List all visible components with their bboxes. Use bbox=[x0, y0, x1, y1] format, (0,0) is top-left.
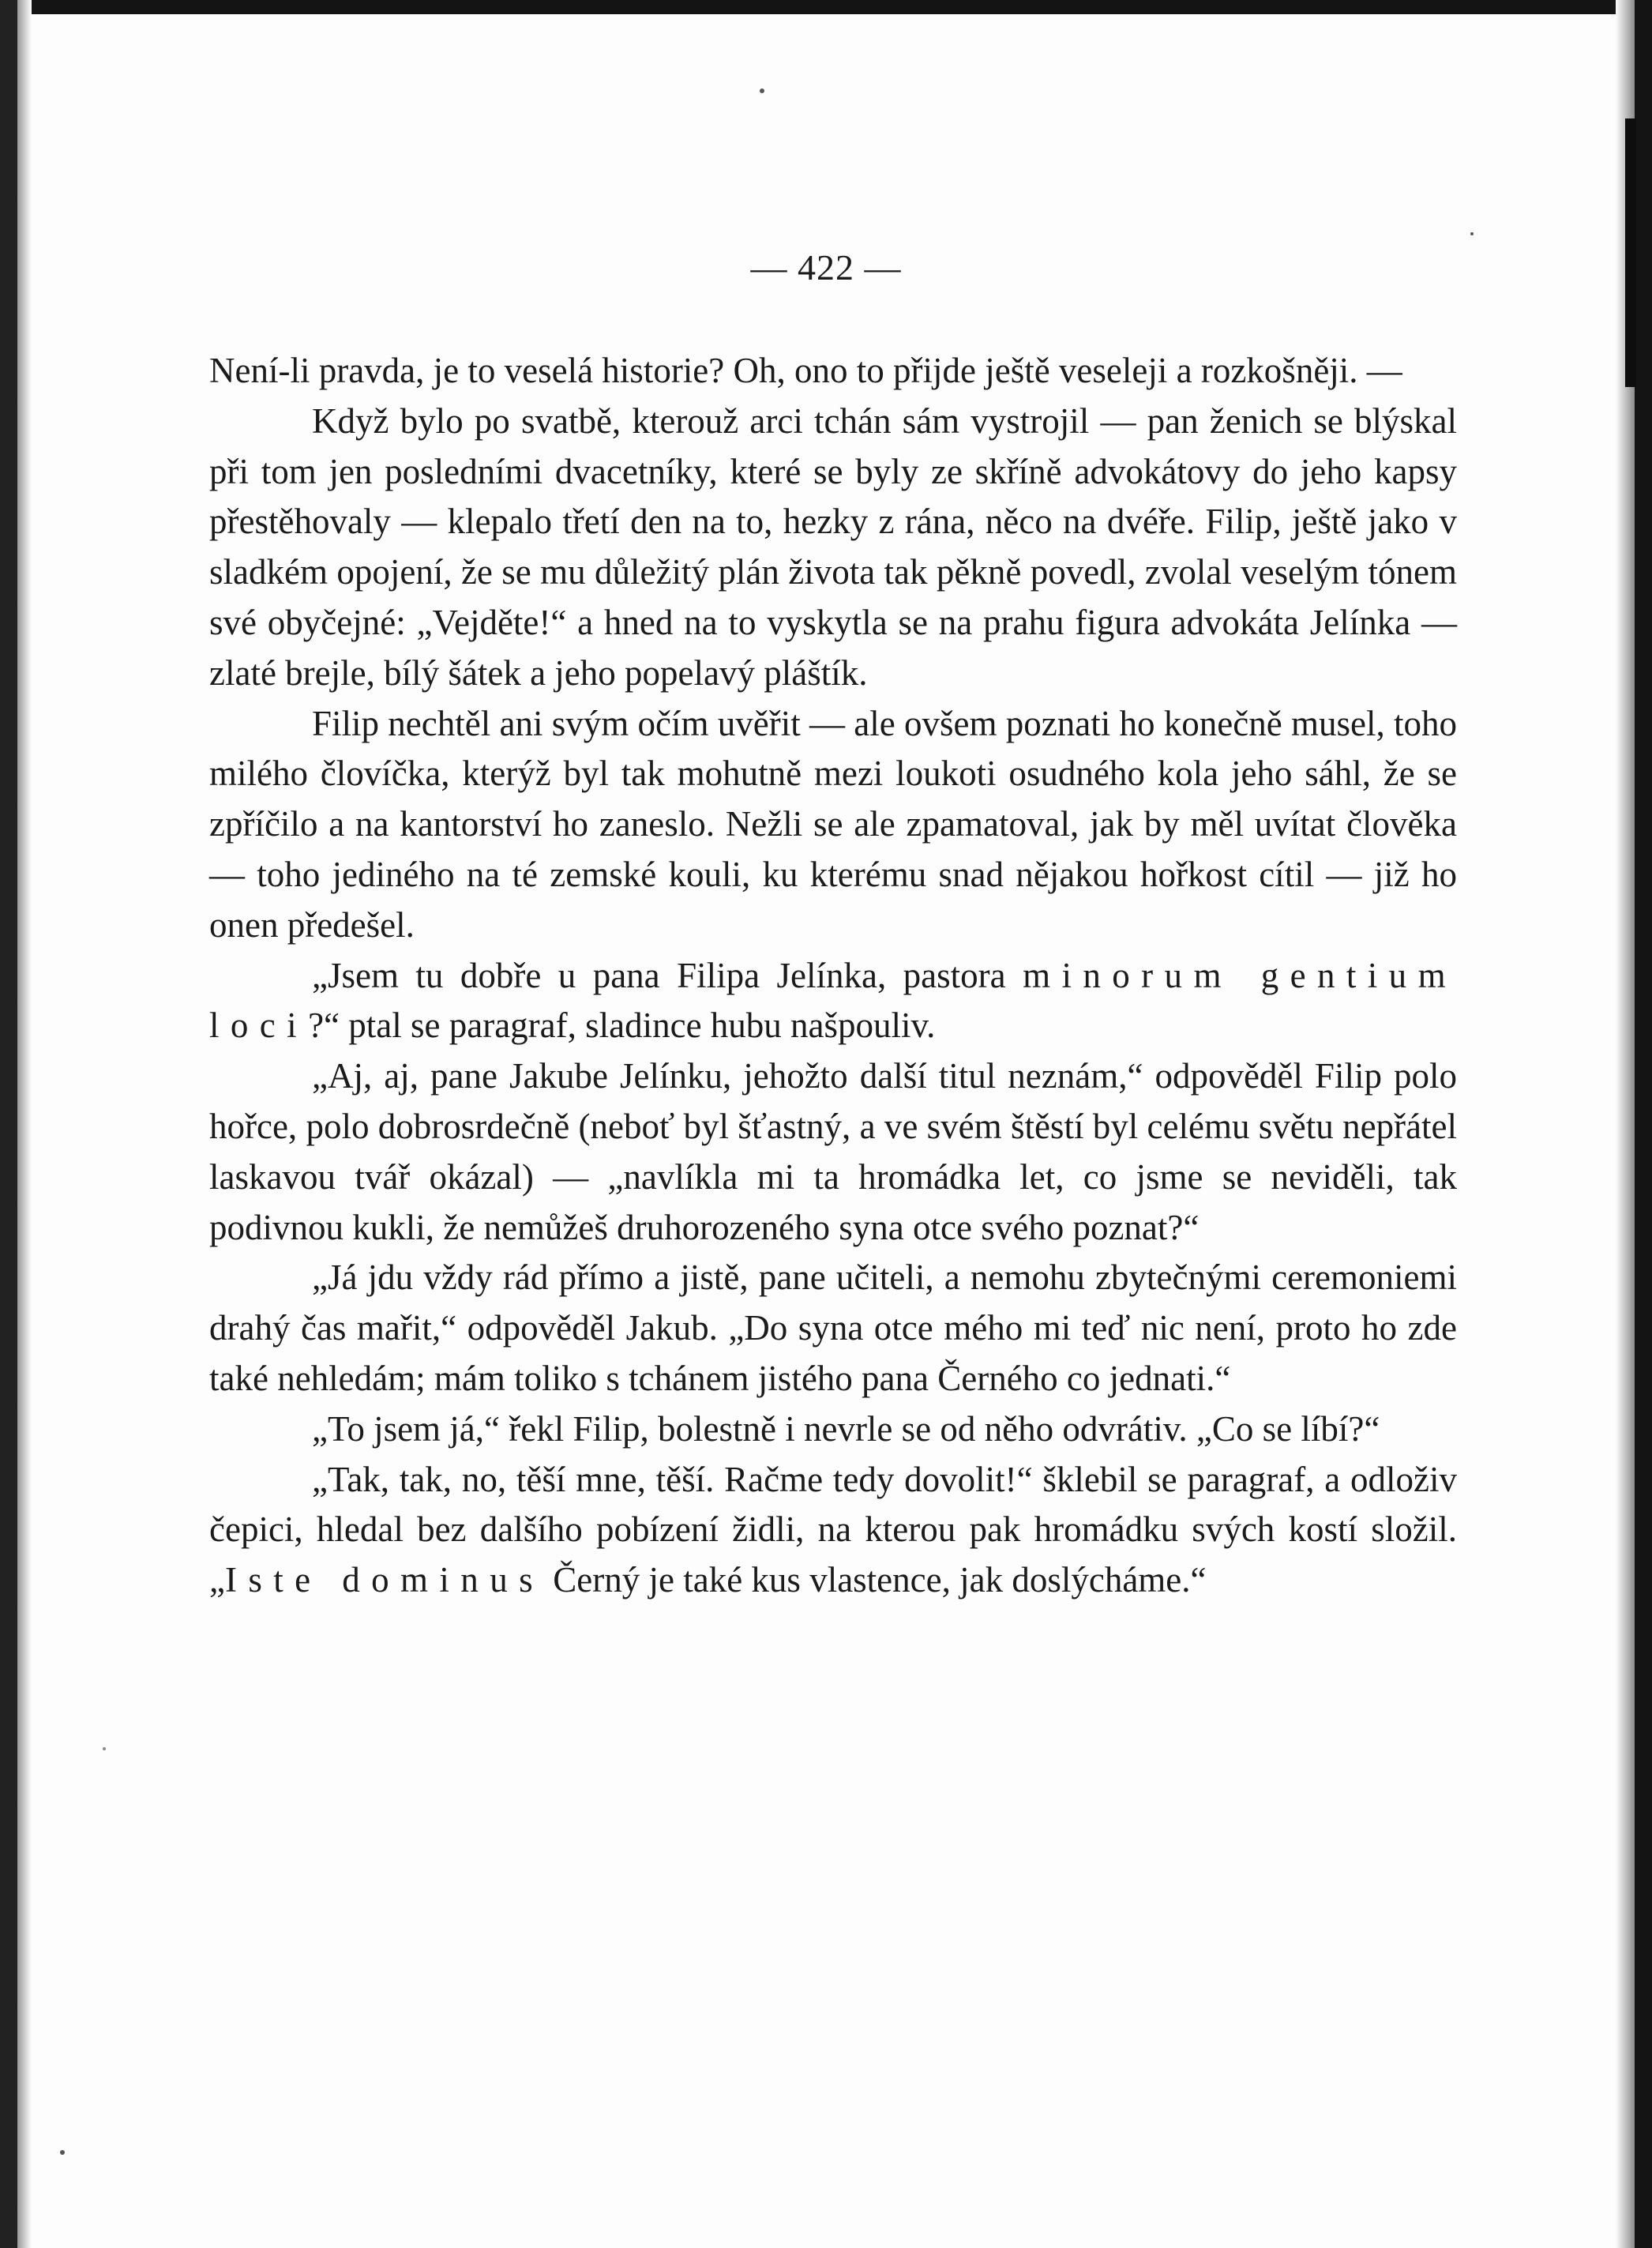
text-run: Filip nechtěl ani svým očím uvěřit — ale ovšem poznati ho konečně musel, toho milého človíčka, kterýž byl tak mohutně mezi loukoti osudného kola jeho sáhl, že se zpříčilo a na kantorství ho zaneslo. Nežli se ale zpamatoval, jak by měl uvítat člověka — toho jediného na té zemské kouli, ku kterému snad nějakou hořkost cítil — již ho onen předešel. bbox=[209, 703, 1457, 945]
text-run: „Tak, tak, no, těší mne, těší. Račme tedy dovolit!“ šklebil se paragraf, a odloživ čepici, hledal bez dalšího pobízení židli, na kterou pak hromádku svých kostí složil. „ bbox=[209, 1459, 1457, 1600]
paragraph bbox=[209, 1253, 1457, 1404]
paragraph bbox=[209, 1404, 1457, 1455]
text-run: „Jsem tu dobře u pana Filipa Jelínka, pastora bbox=[312, 955, 1023, 995]
paragraph bbox=[209, 1051, 1457, 1253]
scan-border-top bbox=[0, 0, 1652, 14]
page-number: — 422 — bbox=[750, 247, 902, 288]
text-run: „To jsem já,“ řekl Filip, bolestně i nevrle se od něho odvrátiv. „Co se líbí?“ bbox=[312, 1408, 1380, 1449]
paragraph bbox=[209, 951, 1457, 1052]
text-run: Když bylo po svatbě, kterouž arci tchán sám vystrojil — pan ženich se blýskal při tom jen posledními dvacetníky, které se byly ze skříně advokátovy do jeho kapsy přestěhovaly — klepalo třetí den na to, hezky z rána, něco na dvéře. Filip, ještě jako v sladkém opojení, že se mu důležitý plán života tak pěkně povedl, zvolal veselým tónem své obyčejné: „Vejděte!“ a hned na to vyskytla se na prahu figura advokáta Jelínka — zlaté brejle, bílý šátek a jeho popelavý pláštík. bbox=[209, 400, 1457, 693]
scan-border-left bbox=[0, 0, 17, 2248]
dust-speck bbox=[1470, 232, 1474, 235]
paragraph bbox=[209, 346, 1457, 397]
body-text bbox=[209, 346, 1457, 1606]
scan-shadow-left bbox=[17, 0, 32, 2248]
spaced-emphasis: minorum gentium loci bbox=[209, 955, 1457, 1046]
scan-border-right bbox=[1635, 0, 1652, 2248]
text-run: „Aj, aj, pane Jakube Jelínku, jehožto další titul neznám,“ odpověděl Filip polo hořce, polo dobrosrdečně (neboť byl šťastný, a ve svém štěstí byl celému světu nepřátel laskavou tvář okázal) — „navlíkla mi ta hromádka let, co jsme se neviděli, tak podivnou kukli, že nemůžeš druhorozeného syna otce svého poznat?“ bbox=[209, 1056, 1457, 1247]
paragraph bbox=[209, 699, 1457, 951]
text-run: Není-li pravda, je to veselá historie? Oh, ono to přijde ještě veseleji a rozkošněji. — bbox=[209, 351, 1402, 390]
text-run: Černý je také kus vlastence, jak doslýcháme.“ bbox=[544, 1560, 1207, 1600]
paragraph bbox=[209, 1455, 1457, 1606]
dust-speck bbox=[760, 88, 764, 93]
text-run: ?“ ptal se paragraf, sladince hubu našpouliv. bbox=[308, 1006, 936, 1046]
text-run: „Já jdu vždy rád přímo a jistě, pane učiteli, a nemohu zbytečnými ceremoniemi drahý čas mařit,“ odpověděl Jakub. „Do syna otce mého mi teď nic není, proto ho zde také nehledám; mám toliko s tchánem jistého pana Černého co jednati.“ bbox=[209, 1257, 1457, 1398]
dust-speck bbox=[103, 1747, 106, 1750]
dust-speck bbox=[60, 2150, 65, 2155]
spaced-emphasis: Iste dominus bbox=[224, 1560, 545, 1600]
paragraph bbox=[209, 397, 1457, 699]
